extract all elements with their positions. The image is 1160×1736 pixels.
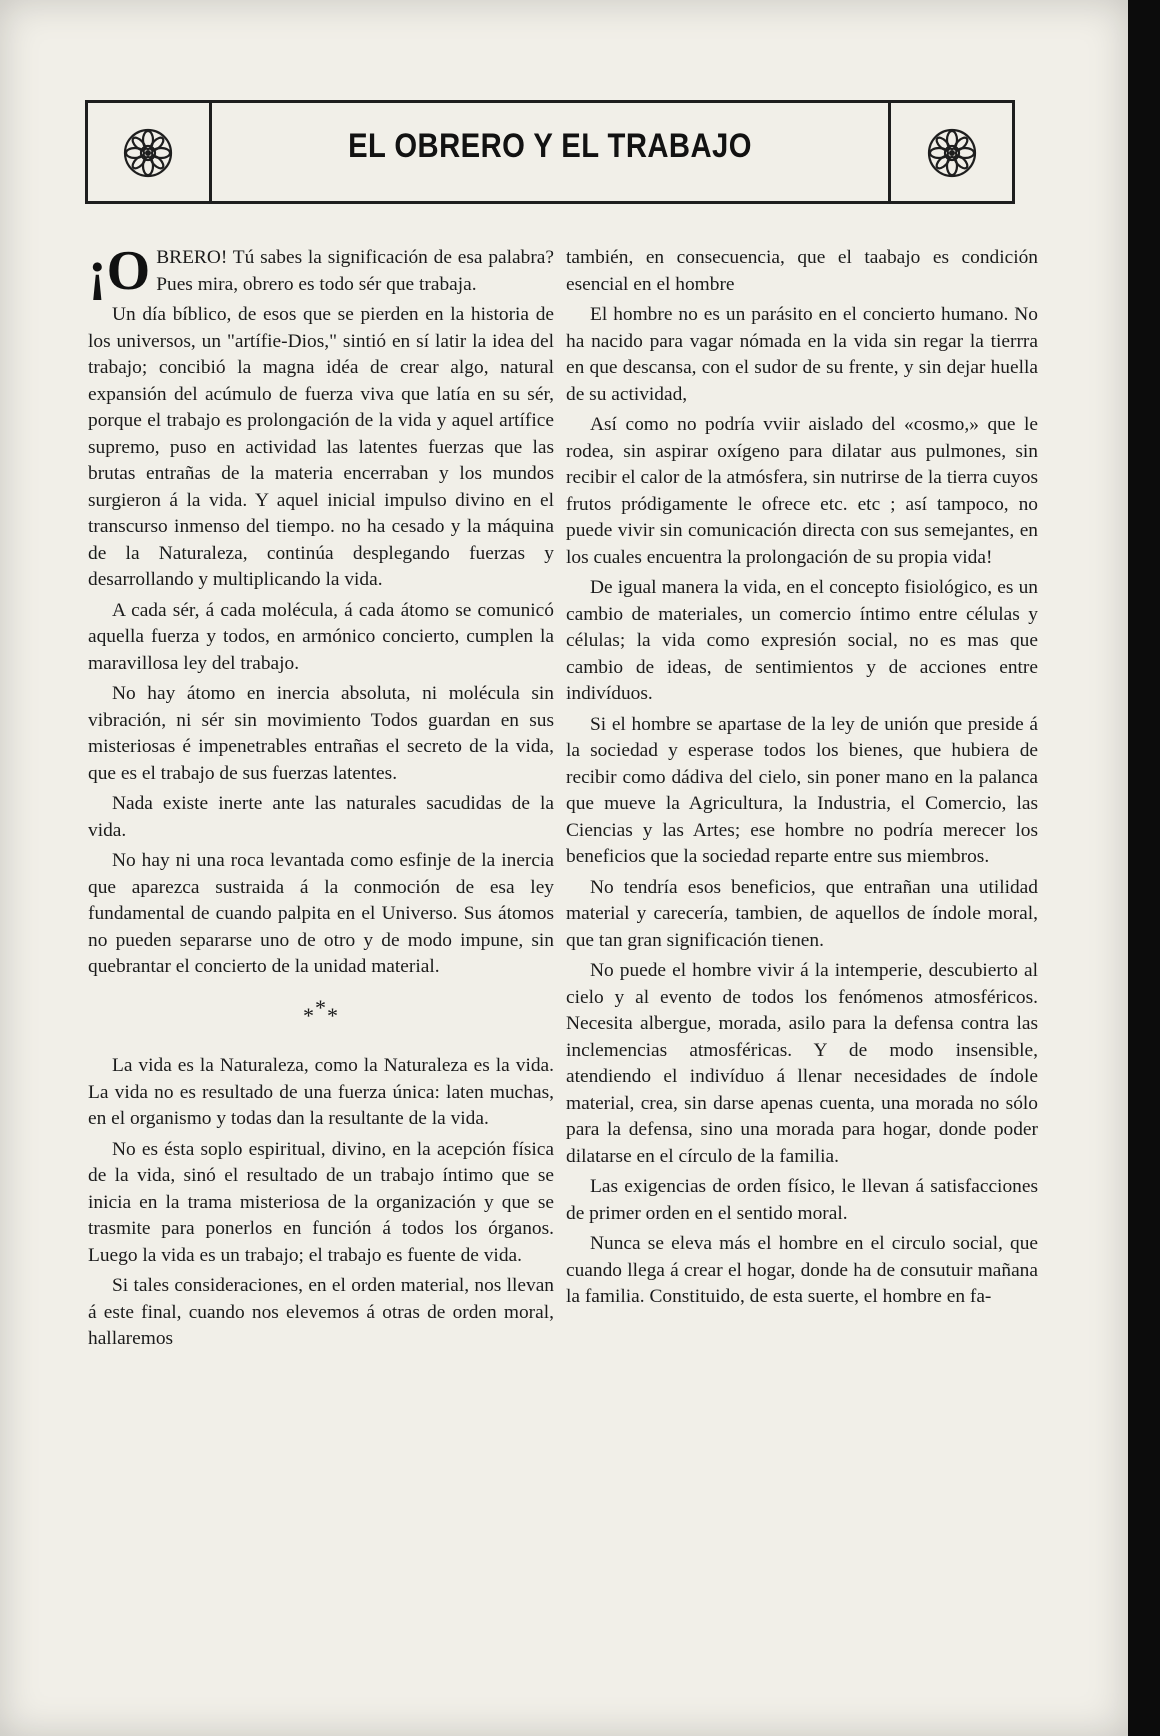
drop-cap: ¡O [88, 240, 151, 302]
paragraph: también, en consecuencia, que el taabajo es condición esencial en el hombre [566, 247, 1038, 295]
header-divider-left [209, 103, 212, 201]
page-title: EL OBRERO Y EL TRABAJO [348, 127, 752, 165]
paragraph: De igual manera la vida, en el concepto fisiológico, es un cambio de materiales, un comercio íntimo entre células y células; la vida como expresión social, no es mas que cambio de ideas, de sentimientos y de acciones entre indivíduos. [566, 577, 1038, 704]
paragraph: No es ésta soplo espiritual, divino, en la acepción física de la vida, sinó el resultado de un trabajo íntimo que se inicia en la trama misteriosa de la organización y que se trasmite para ponerlos en función á todos los órganos. Luego la vida es un trabajo; el trabajo es fuente de vida. [88, 1138, 554, 1266]
paragraph: Así como no podría vviir aislado del «cosmo,» que le rodea, sin aspirar oxígeno para dilatar aus pulmones, sin recibir el calor de la atmósfera, sin nutrirse de la tierra cuyos frutos pródigamente le ofrece etc. etc ; así tampoco, no puede vivir sin comunicación directa con sus semejantes, en los cuales encuentra la prolongación de su propia vida! [566, 414, 1038, 568]
intro-text: BRERO! Tú sabes la significación de esa palabra? Pues mira, obrero es todo sér que trabaja. [156, 247, 554, 295]
intro-paragraph [88, 240, 554, 302]
paragraph: Un día bíblico, de esos que se pierden en la historia de los universos, un "artífie-Dios," sintió en sí latir la idea del trabajo; concibió la magna idéa de crear algo, natural expansión del acúmulo de fuerza viva que latía en su sér, porque el trabajo es prolongación de la vida y aquel artífice supremo, puso en actividad las latentes fuerzas que las brutas entrañas de la materia encerraban y los mundos surgieron á la vida. Y aquel inicial impulso divino en el transcurso inmenso del tiempo. no ha cesado y la máquina de la Naturaleza, continúa desplegando fuerzas y desarrollando y multiplicando la vida. [88, 304, 554, 590]
paragraph: Si el hombre se apartase de la ley de unión que preside á la sociedad y esperase todos los bienes, que hubiera de recibir como dádiva del cielo, sin poner mano en la palanca que mueve la Agricultura, la Industria, el Comercio, las Ciencias y las Artes; ese hombre no podría merecer los beneficios que la sociedad reparte entre sus miembros. [566, 713, 1038, 867]
paragraph: El hombre no es un parásito en el concierto humano. No ha nacido para vagar nómada en la vida sin regar la tierrra en que descansa, con el sudor de su frente, y sin dejar huella de su actividad, [566, 304, 1038, 405]
paragraph: No hay ni una roca levantada como esfinje de la inercia que aparezca sustraida á la conmoción de esa ley fundamental de cuando palpita en el Universo. Sus átomos no pueden separarse uno de otro y de modo impune, sin quebrantar el concierto de la unidad material. [88, 850, 554, 977]
page-header [85, 100, 1015, 204]
section-separator: *** [303, 994, 339, 1028]
paragraph: Nada existe inerte ante las naturales sacudidas de la vida. [88, 793, 554, 841]
paragraph: No puede el hombre vivir á la intemperie, descubierto al cielo y al evento de todos los fenómenos atmosféricos. Necesita albergue, morada, asilo para la defensa contra las inclemencias atmosféricas. Y de modo insensible, atendiendo el indivíduo á llenar necesidades de índole material, crea, sin darse apenas cuenta, una morada no sólo para la defensa, sino una morada para hogar, donde poder dilatarse en el círculo de la familia. [566, 960, 1038, 1167]
paragraph: No hay átomo en inercia absoluta, ni molécula sin vibración, ni sér sin movimiento Todos guardan en sus misteriosas é impenetrables entrañas el secreto de la vida, que es el trabajo de sus fuerzas latentes. [88, 683, 554, 784]
left-column [88, 240, 554, 1357]
header-divider-right [888, 103, 891, 201]
paragraph: Nunca se eleva más el hombre en el circulo social, que cuando llega á crear el hogar, donde ha de consutuir mañana la familia. Constituido, de esta suerte, el hombre en fa- [566, 1233, 1038, 1307]
rosette-ornament-icon [122, 127, 174, 179]
paragraph: La vida es la Naturaleza, como la Naturaleza es la vida. La vida no es resultado de una fuerza única: laten muchas, en el organismo y todas dan la resultante de la vida. [88, 1055, 554, 1129]
paragraph: Las exigencias de orden físico, le llevan á satisfacciones de primer orden en el sentido moral. [566, 1176, 1038, 1224]
right-column [566, 245, 1038, 1315]
paragraph: No tendría esos beneficios, que entrañan una utilidad material y carecería, tambien, de aquellos de índole moral, que tan gran significación tienen. [566, 876, 1038, 951]
scan-edge [1128, 0, 1160, 1736]
paragraph: A cada sér, á cada molécula, á cada átomo se comunicó aquella fuerza y todos, en armónico concierto, cumplen la maravillosa ley del trabajo. [88, 599, 554, 674]
rosette-ornament-icon [926, 127, 978, 179]
paragraph: Si tales consideraciones, en el orden material, nos llevan á este final, cuando nos elevemos á otras de orden moral, hallaremos [88, 1275, 554, 1349]
